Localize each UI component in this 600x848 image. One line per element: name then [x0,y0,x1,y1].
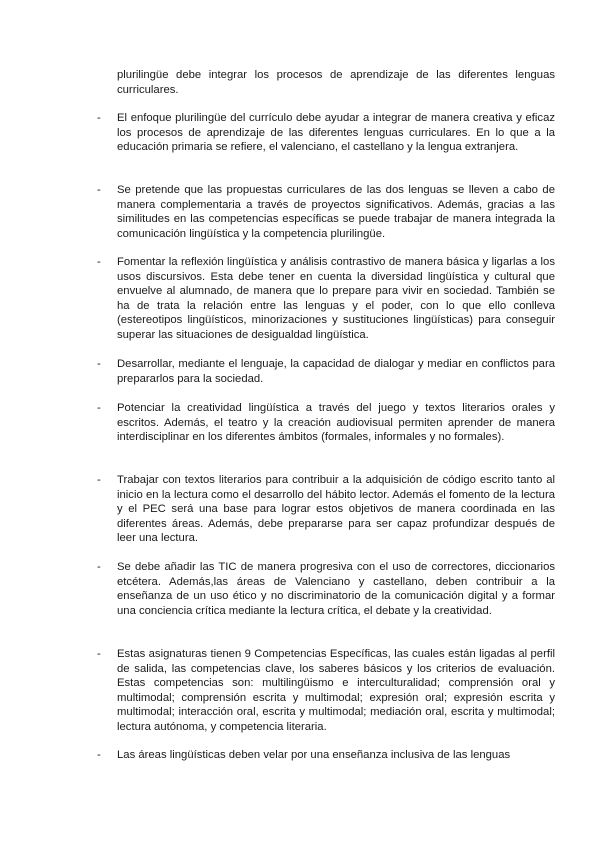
list-item-text: Potenciar la creatividad lingüística a través del juego y textos literarios orales y escritos. Además, el teatro y la creación audiovisual permiten aprender de manera interdisciplinar en los diferentes ámbitos (formales, informales y no formales). [117,402,555,443]
bullet-dash: - [97,402,101,414]
bullet-dash: - [97,184,101,196]
list-item-text: Desarrollar, mediante el lenguaje, la capacidad de dialogar y mediar en conflictos para prepararlos para la sociedad. [117,358,555,385]
list-item-text: Se pretende que las propuestas curriculares de las dos lenguas se lleven a cabo de manera complementaria a través de proyectos significativos. Además, gracias a las similitudes en las competencias específicas se puede trabajar de manera integrada la comunicación lingüística y la competencia plurilingüe. [117,184,555,240]
bullet-dash: - [97,561,101,573]
list-item-text: Se debe añadir las TIC de manera progresiva con el uso de correctores, diccionarios etcétera. Además,las áreas de Valenciano y castellano, deben contribuir a la enseñanza de un uso ético y no discriminatorio de la comunicación digital y a formar una conciencia crítica mediante la lectura crítica, el debate y la creatividad. [117,561,555,617]
bullet-dash: - [97,256,101,268]
bullet-dash: - [97,648,101,660]
list-item-text: Trabajar con textos literarios para contribuir a la adquisición de código escrito tanto al inicio en la lectura como el desarrollo del hábito lector. Además el fomento de la lectura y el PEC será una base para lograr estos objetivos de manera coordinada en las diferentes áreas. Además, debe prepararse para ser capaz profundizar después de leer una lectura. [117,474,555,544]
bullet-dash: - [97,112,101,124]
list-item-text: Fomentar la reflexión lingüística y análisis contrastivo de manera básica y ligarlas a los usos discursivos. Esta debe tener en cuenta la diversidad lingüística y cultural que envuelve al alumnado, de manera que lo prepare para vivir en sociedad. También se ha de trata la relación entre las lenguas y el poder, con lo que ello conlleva (estereotipos lingüísticos, minorizaciones y sustituciones lingüísticas) para conseguir superar las situaciones de desigualdad lingüística. [117,256,555,341]
list-item-text: El enfoque plurilingüe del currículo debe ayudar a integrar de manera creativa y eficaz los procesos de aprendizaje de las diferentes lenguas curriculares. En lo que a la educación primaria se refiere, el valenciano, el castellano y la lengua extranjera. [117,112,555,153]
list-item-text: Las áreas lingüísticas deben velar por una enseñanza inclusiva de las lenguas [117,749,511,761]
continuation-paragraph: plurilingüe debe integrar los procesos de aprendizaje de las diferentes lenguas curriculares. [117,69,555,96]
bullet-dash: - [97,474,101,486]
bullet-dash: - [97,749,101,761]
bullet-dash: - [97,358,101,370]
list-item-text: Estas asignaturas tienen 9 Competencias Específicas, las cuales están ligadas al perfil de salida, las competencias clave, los saberes básicos y los criterios de evaluación. Estas competencias son: multilingüismo e interculturalidad; comprensión oral y multimodal; comprensión escrita y multimodal; expresión oral; expresión escrita y multimodal; interacción oral, escrita y multimodal; mediación oral, escrita y multimodal; lectura autónoma, y competencia literaria. [117,648,555,733]
